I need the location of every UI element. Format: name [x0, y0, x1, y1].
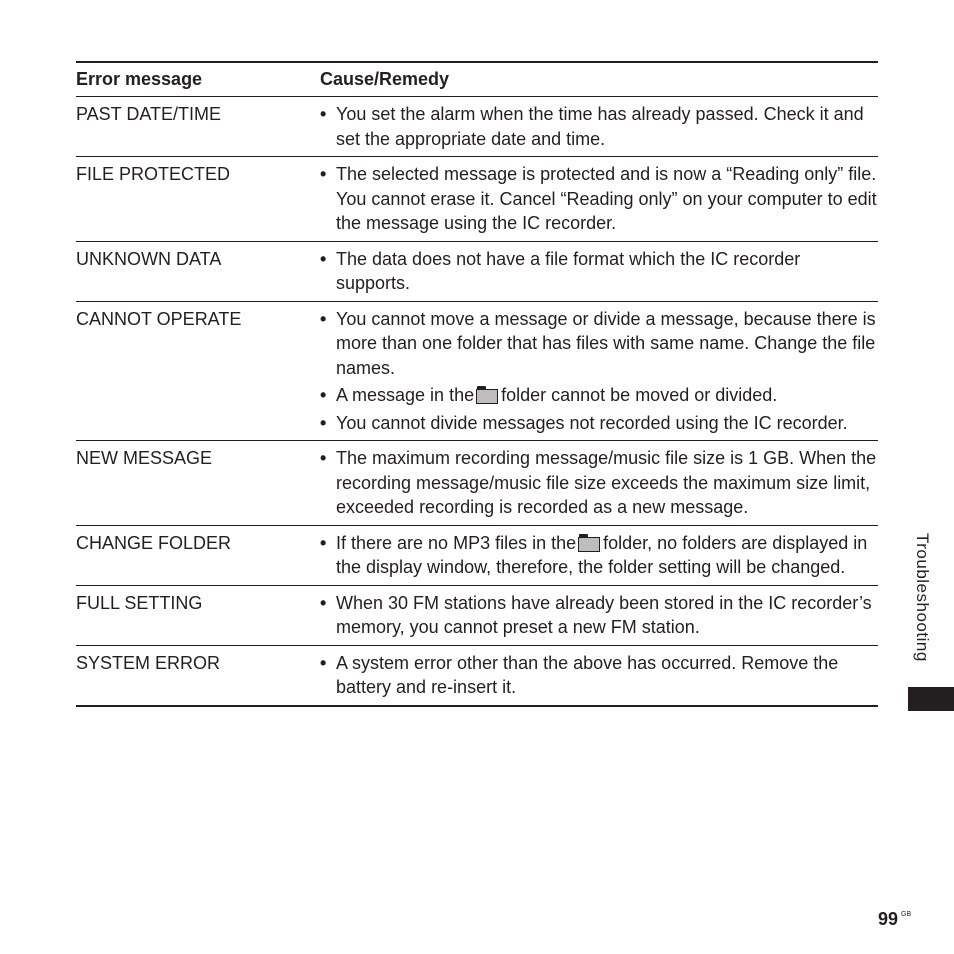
folder-icon: [476, 386, 498, 403]
remedy-text: The data does not have a file format which the IC recorder supports.: [336, 248, 801, 293]
remedy-text-before-icon: If there are no MP3 files in the: [336, 532, 577, 553]
table-row: [76, 525, 878, 585]
cause-remedy-cell: [320, 446, 878, 520]
cause-remedy-cell: [320, 651, 878, 700]
remedy-item: [320, 307, 878, 381]
cause-remedy-cell: [320, 531, 878, 580]
cause-remedy-cell: [320, 591, 878, 640]
table-body: [76, 97, 878, 705]
remedy-text: You cannot move a message or divide a message, because there is more than one folder that has files with same name. Change the file names.: [336, 308, 876, 378]
remedy-text-after-icon: folder, no folders are displayed in the display window, therefore, the folder setting will be changed.: [336, 532, 868, 577]
cause-remedy-cell: [320, 247, 878, 296]
error-message-cell: FULL SETTING: [76, 592, 203, 613]
remedy-text-before-icon: A message in the: [336, 385, 475, 405]
remedy-item: [320, 162, 878, 236]
page-language-suffix: GB: [901, 911, 912, 918]
remedy-item: [320, 591, 878, 640]
bullet: •: [320, 592, 327, 613]
table-row: [76, 241, 878, 301]
section-tab-marker: [908, 687, 954, 711]
remedy-text: The maximum recording message/music file size is 1 GB. When the recording message/music file size exceeds the maximum size limit, exceeded recording is recorded as a new message.: [336, 448, 877, 517]
bullet: •: [320, 532, 327, 553]
remedy-item: [320, 411, 878, 436]
table-row: [76, 301, 878, 441]
remedy-item: [320, 247, 878, 296]
bullet: •: [320, 448, 327, 468]
remedy-text: The selected message is protected and is now a “Reading only” file. You cannot erase it. Cancel “Reading only” on your computer to edit the message using the IC recorder.: [336, 164, 877, 233]
remedy-text-after-icon: folder cannot be moved or divided.: [501, 385, 778, 405]
cause-remedy-cell: [320, 307, 878, 436]
table-header: [76, 63, 878, 97]
remedy-text: [336, 383, 878, 408]
page-number: 99: [878, 909, 899, 929]
bullet: •: [320, 248, 327, 269]
bullet: •: [320, 385, 327, 405]
folder-icon: [578, 534, 600, 551]
remedy-item: [320, 651, 878, 700]
bullet: •: [320, 164, 327, 184]
header-error-message: Error message: [76, 69, 203, 89]
table-row: [76, 645, 878, 705]
remedy-text: You cannot divide messages not recorded using the IC recorder.: [336, 412, 848, 433]
error-message-cell: UNKNOWN DATA: [76, 248, 222, 269]
table-row: [76, 156, 878, 241]
error-message-cell: PAST DATE/TIME: [76, 104, 222, 124]
table-row: [76, 97, 878, 156]
remedy-item: [320, 383, 878, 408]
header-cause-remedy: Cause/Remedy: [320, 69, 450, 89]
remedy-item: [320, 102, 878, 151]
error-message-cell: NEW MESSAGE: [76, 448, 213, 468]
bullet: •: [320, 104, 327, 124]
cause-remedy-cell: [320, 102, 878, 151]
remedy-text: A system error other than the above has occurred. Remove the battery and re-insert it.: [336, 652, 839, 697]
remedy-text: You set the alarm when the time has already passed. Check it and set the appropriate date and time.: [336, 104, 864, 149]
bullet: •: [320, 652, 327, 673]
error-message-cell: SYSTEM ERROR: [76, 652, 221, 673]
cause-remedy-cell: [320, 162, 878, 236]
error-message-cell: FILE PROTECTED: [76, 164, 231, 184]
error-message-cell: CANNOT OPERATE: [76, 308, 242, 329]
remedy-text: [336, 531, 878, 580]
remedy-item: [320, 446, 878, 520]
table-row: [76, 440, 878, 525]
error-message-table: [76, 61, 878, 707]
remedy-item: [320, 531, 878, 580]
table-row: [76, 585, 878, 645]
section-tab-label: Troubleshooting: [913, 533, 932, 662]
bullet: •: [320, 308, 327, 329]
error-message-cell: CHANGE FOLDER: [76, 532, 232, 553]
remedy-text: When 30 FM stations have already been stored in the IC recorder’s memory, you cannot preset a new FM station.: [336, 592, 872, 637]
bullet: •: [320, 412, 327, 433]
